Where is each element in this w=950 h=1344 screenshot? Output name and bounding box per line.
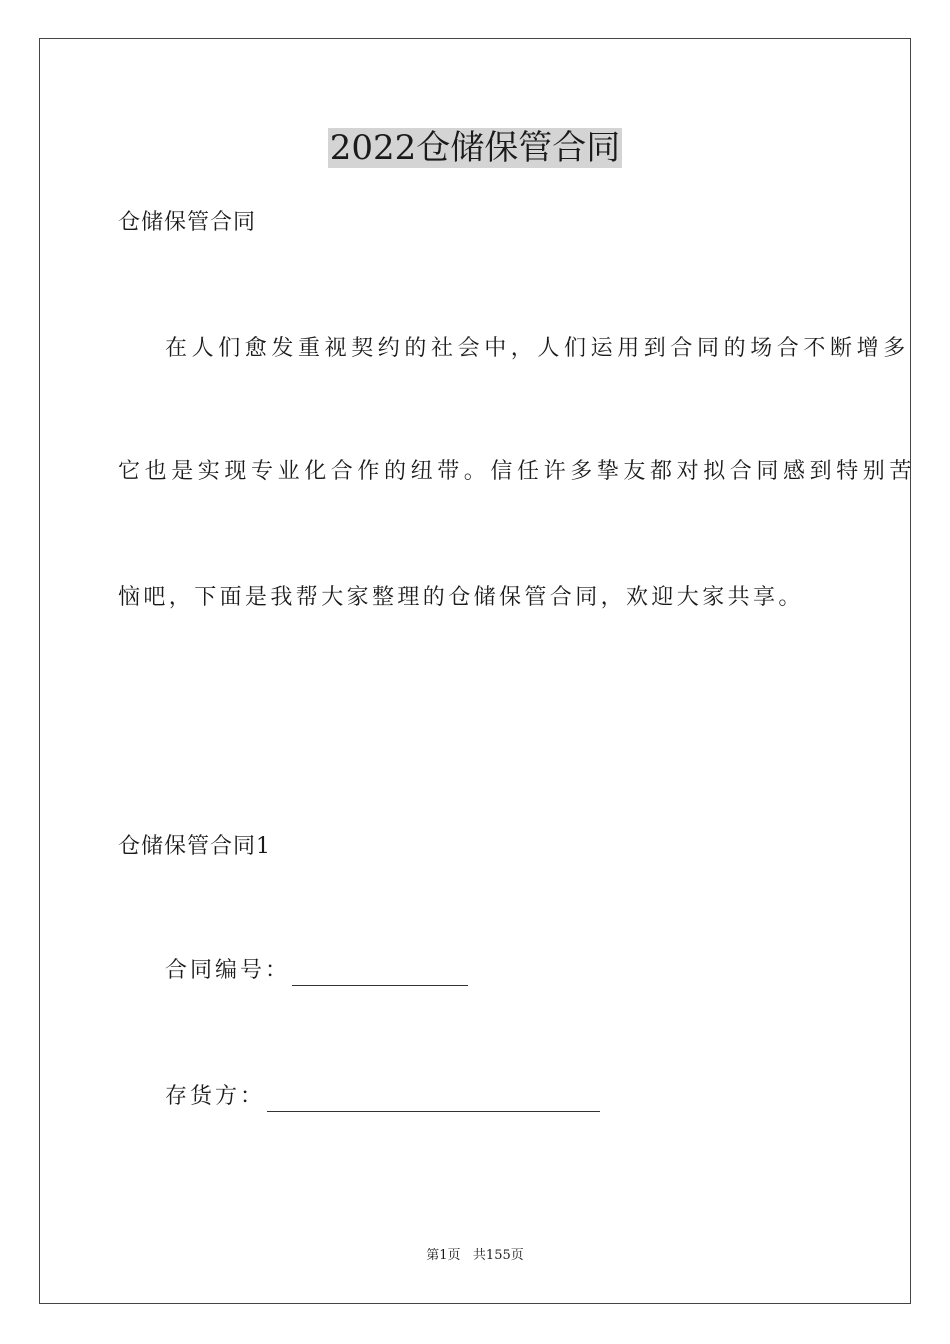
document-subtitle: 仓储保管合同 <box>118 210 257 235</box>
depositor-label: 存货方： <box>165 1084 266 1109</box>
intro-paragraph-line-3: 恼吧，下面是我帮大家整理的仓储保管合同，欢迎大家共享。 <box>118 585 804 610</box>
contract-number-field <box>165 956 468 986</box>
depositor-field <box>165 1082 600 1112</box>
intro-paragraph-line-2: 它也是实现专业化合作的纽带。信任许多挚友都对拟合同感到特别苦 <box>118 459 917 484</box>
contract-number-label: 合同编号： <box>165 958 291 983</box>
contract-number-blank <box>292 963 468 986</box>
document-title-text: 2022仓储保管合同 <box>329 128 621 168</box>
document-title <box>0 128 950 168</box>
depositor-blank <box>267 1089 600 1112</box>
section-heading: 仓储保管合同1 <box>118 834 271 859</box>
intro-paragraph-line-1: 在人们愈发重视契约的社会中，人们运用到合同的场合不断增多 <box>165 336 910 361</box>
page-footer: 第1页 共155页 <box>426 1248 524 1263</box>
